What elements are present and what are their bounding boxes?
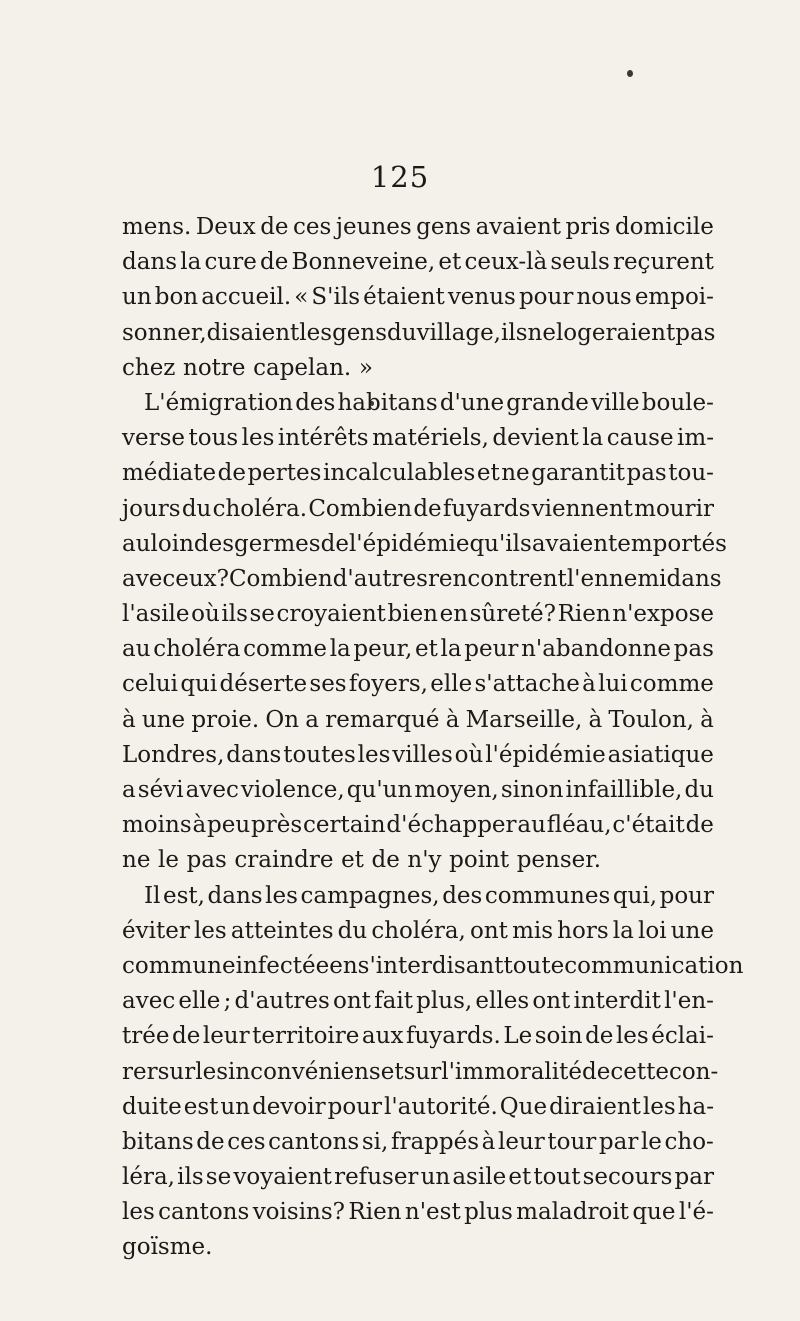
text-line: ne le pas craindre et de n'y point penser. (122, 847, 602, 874)
text-line: au choléra comme la peur, et la peur n'abandonne pas (122, 636, 714, 663)
text-line: moins à peu près certain d'échapper au fléau, c'était de (122, 812, 714, 839)
text-line: médiate de pertes incalculables et ne garantit pas tou- (122, 460, 714, 487)
text-line: jours du choléra. Combien de fuyards viennent mourir (122, 495, 714, 522)
text-line: trée de leur territoire aux fuyards. Le soin de les éclai- (122, 1023, 714, 1050)
text-line: goïsme. (122, 1234, 213, 1261)
text-line: duite est un devoir pour l'autorité. Que diraient les ha- (122, 1093, 714, 1120)
text-line: celui qui déserte ses foyers, elle s'attache à lui comme (122, 671, 714, 698)
text-line: bitans de ces cantons si, frappés à leur tour par le cho- (122, 1128, 714, 1155)
text-line: éviter les atteintes du choléra, ont mis hors la loi une (122, 917, 714, 944)
body-text (122, 210, 744, 1266)
text-line: dans la cure de Bonneveine, et ceux-là seuls reçurent (122, 249, 714, 276)
text-line: avec elle ; d'autres ont fait plus, elles ont interdit l'en- (122, 988, 714, 1015)
text-line: commune infectée en s'interdisant toute communication (122, 952, 744, 979)
text-line: Londres, dans toutes les villes où l'épidémie asiatique (122, 741, 714, 768)
text-line: sonner, disaient les gens du village, ils ne logeraient pas (122, 319, 716, 346)
ink-speck (627, 70, 633, 77)
text-line: l'asile où ils se croyaient bien en sûreté? Rien n'expose (122, 601, 714, 628)
text-line: léra, ils se voyaient refuser un asile et tout secours par (122, 1164, 714, 1191)
text-line: chez notre capelan. » (122, 354, 373, 381)
text-line: à une proie. On a remarqué à Marseille, à Toulon, à (122, 706, 714, 733)
text-line: un bon accueil. « S'ils étaient venus pour nous empoi- (122, 284, 714, 311)
text-line: verse tous les intérêts matériels, devient la cause im- (122, 425, 714, 452)
text-line: a sévi avec violence, qu'un moyen, sinon infaillible, du (122, 777, 714, 803)
text-line: rer sur les inconvéniens et sur l'immoralité de cette con- (122, 1058, 719, 1085)
text-line: L'émigration des habitans d'une grande ville boule- (144, 389, 714, 416)
text-line: les cantons voisins? Rien n'est plus maladroit que l'é- (122, 1199, 714, 1226)
text-line: au loin des germes de l'épidémie qu'ils avaient emportés (122, 530, 727, 557)
page-number: 125 (370, 160, 430, 194)
text-line: mens. Deux de ces jeunes gens avaient pris domicile (122, 214, 714, 240)
text-line: avec eux? Combien d'autres rencontrent l'ennemi dans (122, 565, 722, 592)
text-line: Il est, dans les campagnes, des communes qui, pour (144, 882, 714, 909)
